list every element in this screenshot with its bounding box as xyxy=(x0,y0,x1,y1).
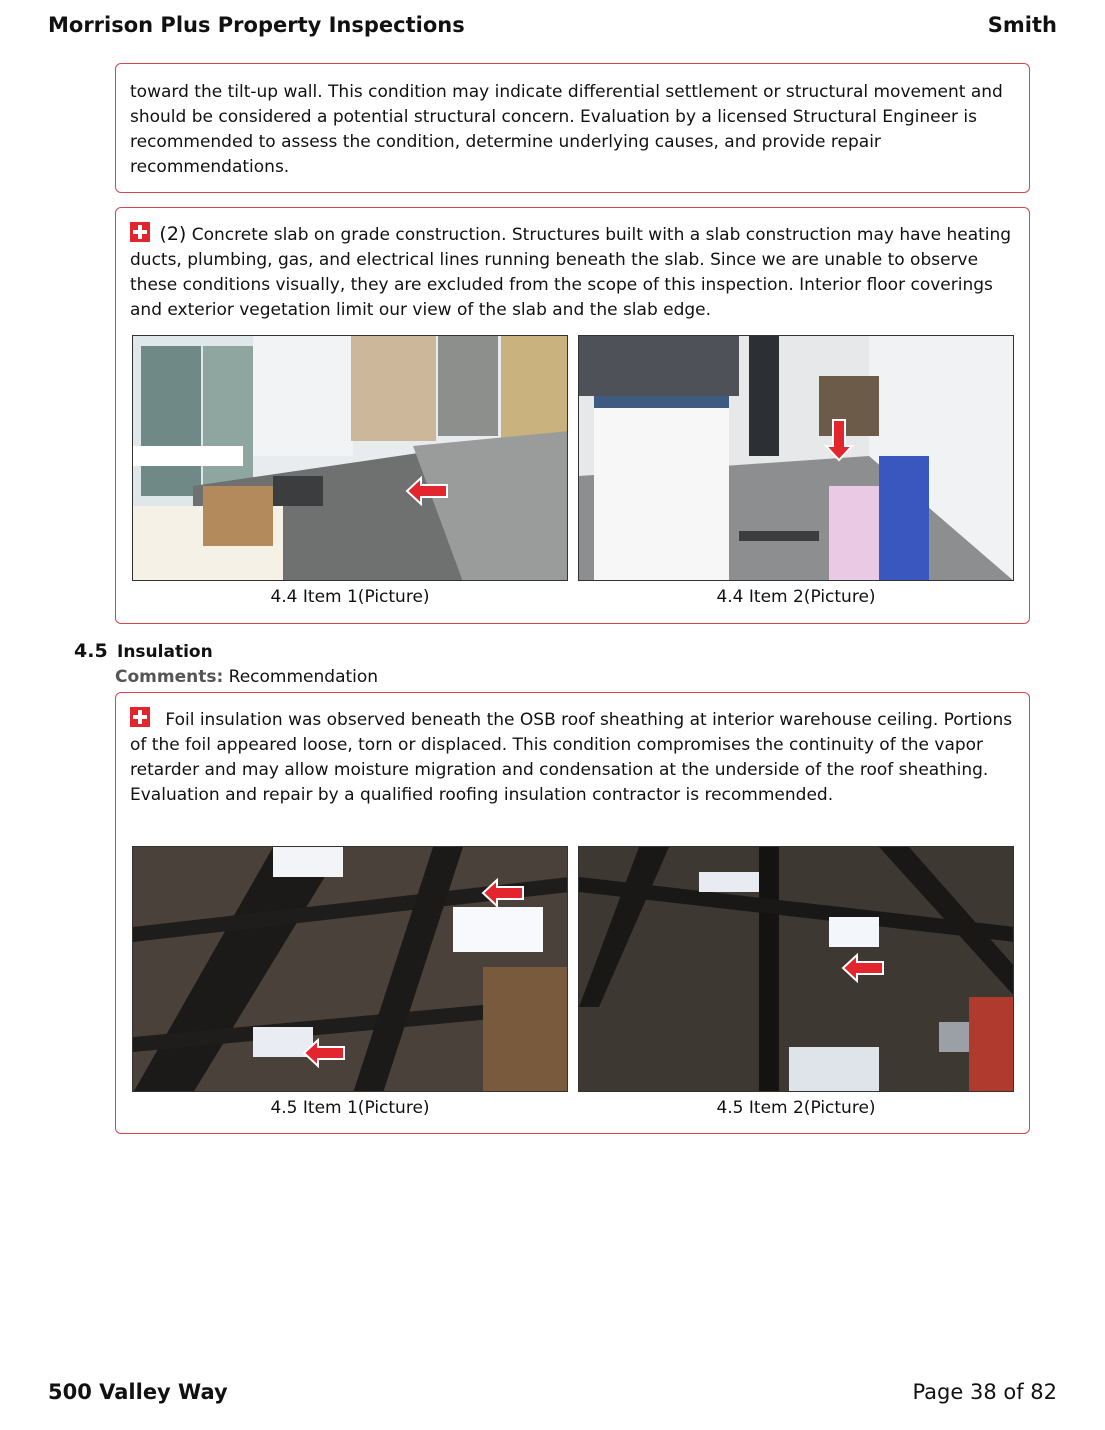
comment-body xyxy=(130,222,1017,323)
red-arrow-icon xyxy=(302,1038,346,1068)
photo-caption: 4.5 Item 2(Picture) xyxy=(716,1098,876,1118)
company-name: Morrison Plus Property Inspections xyxy=(48,13,465,37)
comments-value: Recommendation xyxy=(228,667,379,687)
red-arrow-icon xyxy=(481,878,525,908)
section-title: Insulation xyxy=(117,642,213,662)
page-number: Page 38 of 82 xyxy=(912,1380,1057,1404)
photo-4-4-item-1[interactable] xyxy=(132,335,568,581)
comment-number: (2) xyxy=(159,223,187,245)
photo-caption: 4.4 Item 1(Picture) xyxy=(270,587,430,607)
photo-caption: 4.4 Item 2(Picture) xyxy=(716,587,876,607)
photo-4-4-item-2[interactable] xyxy=(578,335,1014,581)
section-number: 4.5 xyxy=(74,640,108,662)
photo-4-5-item-1[interactable] xyxy=(132,846,568,1092)
comment-text: Concrete slab on grade construction. Structures built with a slab construction may have heating ducts, plumbing, gas, and electrical lines running beneath the slab. Since we are unable to observe these conditions visually, they are excluded from the scope of this inspection. Interior floor coverings and exterior vegetation limit our view of the slab and the slab edge. xyxy=(130,225,1012,320)
comment-text: Foil insulation was observed beneath the OSB roof sheathing at interior warehouse ceiling. Portions of the foil appeared loose, torn or displaced. This condition compromises the continuity of the vapor retarder and may allow moisture migration and condensation at the underside of the roof sheathing. Evaluation and repair by a qualified roofing insulation contractor is recommended. xyxy=(130,710,1013,805)
comment-box-slab xyxy=(115,207,1030,624)
red-cross-flag-icon xyxy=(130,707,150,727)
client-name: Smith xyxy=(987,13,1057,37)
red-arrow-icon xyxy=(824,418,854,462)
comment-body xyxy=(130,707,1017,808)
photo-image xyxy=(579,336,1014,581)
red-arrow-icon xyxy=(405,476,449,506)
photo-caption: 4.5 Item 1(Picture) xyxy=(270,1098,430,1118)
photo-image xyxy=(579,847,1014,1092)
photo-image xyxy=(133,336,568,581)
comment-box-continued xyxy=(115,63,1030,193)
comment-box-insulation xyxy=(115,692,1030,1134)
red-cross-flag-icon xyxy=(130,222,150,242)
photo-4-5-item-2[interactable] xyxy=(578,846,1014,1092)
comment-text: toward the tilt-up wall. This condition may indicate differential settlement or structural movement and should be considered a potential structural concern. Evaluation by a licensed Structural Engineer is recommended to assess the condition, determine underlying causes, and provide repair recommendations. xyxy=(130,82,1003,177)
comments-label: Comments: xyxy=(115,667,224,687)
property-address: 500 Valley Way xyxy=(48,1380,228,1404)
comments-line xyxy=(115,667,378,687)
red-arrow-icon xyxy=(841,953,885,983)
